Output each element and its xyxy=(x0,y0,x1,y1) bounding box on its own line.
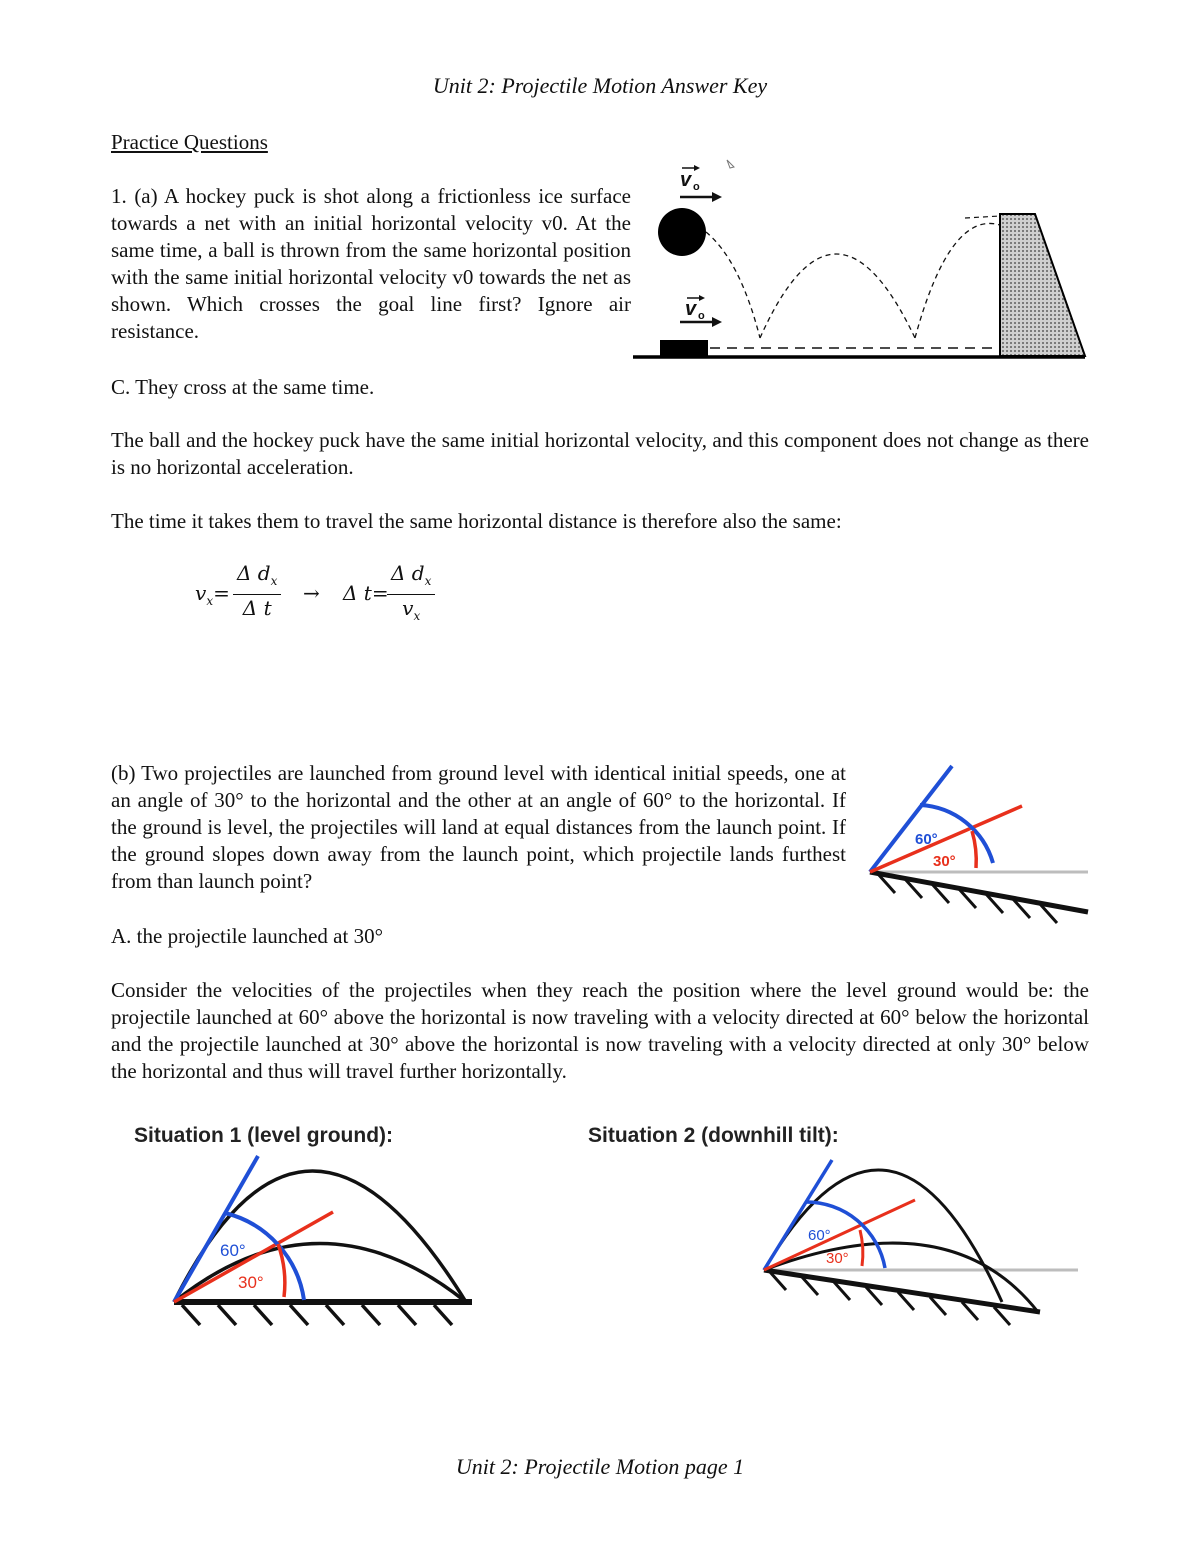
question-1a-explanation-2: The time it takes them to travel the same horizontal distance is therefore also the same: xyxy=(111,509,842,533)
situation-2-figure xyxy=(750,1150,1085,1335)
velocity-time-equation: $v_x=$ $\frac{\Delta d_x}{\text{Δ t}}$ → Δ t= $\frac{\Delta d_x}{v_x}$ xyxy=(195,560,495,630)
svg-text:o: o xyxy=(698,310,705,322)
svg-text:30°: 30° xyxy=(238,1273,264,1292)
situation-1-title: Situation 1 (level ground): xyxy=(134,1124,394,1147)
situation-1-figure xyxy=(160,1150,490,1335)
svg-text:60°: 60° xyxy=(220,1241,246,1260)
angle-figure xyxy=(860,760,1092,925)
section-heading: Practice Questions xyxy=(111,130,268,154)
situation-2-title: Situation 2 (downhill tilt): xyxy=(588,1124,839,1147)
question-1a-answer: C. They cross at the same time. xyxy=(111,375,375,399)
question-1b-answer: A. the projectile launched at 30° xyxy=(111,924,383,948)
svg-text:30°: 30° xyxy=(826,1250,849,1267)
question-1a-text: 1. (a) A hockey puck is shot along a frictionless ice surface towards a net with an initial horizontal velocity v0. At the same time, a ball is thrown from the same horizontal position with the same initial horizontal velocity v0 towards the net as shown. Which crosses the goal line first? Ignore air resistance. xyxy=(111,184,631,343)
velocity-label-top: v xyxy=(680,169,692,191)
svg-text:60°: 60° xyxy=(915,831,938,848)
puck xyxy=(660,340,708,356)
svg-text:60°: 60° xyxy=(808,1227,831,1244)
svg-text:30°: 30° xyxy=(933,853,956,870)
hockey-figure xyxy=(630,150,1095,370)
question-1a-explanation-1: The ball and the hockey puck have the same initial horizontal velocity, and this component does not change as there is no horizontal acceleration. xyxy=(111,428,1089,479)
svg-text:o: o xyxy=(693,181,700,193)
question-1b-text: (b) Two projectiles are launched from ground level with identical initial speeds, one at an angle of 30° to the horizontal and the other at an angle of 60° to the horizontal. If the ground is level, the projectiles will land at equal distances from the launch point. If the ground slopes down away from the launch point, which projectile lands furthest from than launch point? xyxy=(111,761,846,893)
page-title: Unit 2: Projectile Motion Answer Key xyxy=(432,73,768,98)
question-1b-explanation: Consider the velocities of the projectiles when they reach the position where the level ground would be: the projectile launched at 60° above the horizontal is now traveling with a velocity directed at 60° below the horizontal and the projectile launched at 30° above the horizontal is now traveling with a velocity directed at only 30° below the horizontal and thus will travel further horizontally. xyxy=(111,978,1089,1083)
page-footer: Unit 2: Projectile Motion page 1 xyxy=(455,1454,745,1479)
net xyxy=(1000,214,1085,356)
velocity-label-bottom: v xyxy=(685,298,697,320)
ball xyxy=(658,208,706,256)
